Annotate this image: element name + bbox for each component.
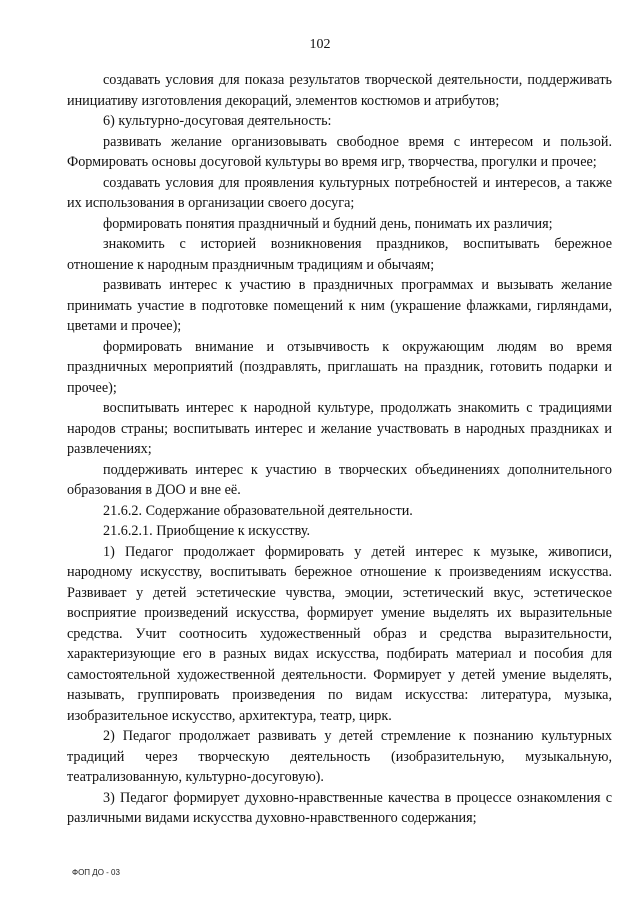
paragraph-13: 1) Педагог продолжает формировать у детей интерес к музыке, живописи, народному искусству, воспитывать бережное отношение к произведениям искусства. Развивает у детей эстетические чувства, эмоции, эстетический вкус, эстетическое восприятие произведений искусства, формирует умение выделять их выразительные средства. Учит соотносить художественный образ и средства выразительности, характеризующие его в разных видах искусства, подбирать материал и пособия для самостоятельной художественной деятельности. Формирует у детей умение выделять, называть, группировать произведения по видам искусства: литература, музыка, изобразительное искусство, архитектура, театр, цирк.	[67, 543, 612, 724]
paragraph-14: 2) Педагог продолжает развивать у детей стремление к познанию культурных традиций через творческую деятельность (изобразительную, музыкальную, театрализованную, культурно-досуговую).	[67, 728, 612, 785]
subsection-heading: 21.6.2.1. Приобщение к искусству.	[103, 523, 311, 539]
paragraph-7: развивать интерес к участию в праздничных программах и вызывать желание принимать участие в подготовке помещений к ним (украшение флажками, гирляндами, цветами и прочее);	[67, 277, 612, 334]
page-body	[67, 70, 612, 829]
section-heading: 21.6.2. Содержание образовательной деятельности.	[103, 502, 413, 519]
paragraph-1: создавать условия для показа результатов творческой деятельности, поддерживать инициативу изготовления декораций, элементов костюмов и атрибутов;	[67, 72, 612, 109]
paragraph-5: формировать понятия праздничный и будний день, понимать их различия;	[103, 215, 553, 232]
paragraph-9: воспитывать интерес к народной культуре, продолжать знакомить с традициями народов страны; воспитывать интерес и желание участвовать в народных праздниках и развлечениях;	[67, 400, 612, 457]
page-number: 102	[309, 37, 331, 52]
paragraph-10: поддерживать интерес к участию в творческих объединениях дополнительного образования в ДОО и вне её.	[67, 461, 612, 498]
paragraph-2: 6) культурно-досуговая деятельность:	[103, 113, 332, 129]
paragraph-6: знакомить с историей возникновения праздников, воспитывать бережное отношение к народным праздничным традициям и обычаям;	[67, 236, 612, 273]
paragraph-8: формировать внимание и отзывчивость к окружающим людям во время праздничных мероприятий (поздравлять, приглашать на праздник, готовить подарки и прочее);	[67, 338, 612, 396]
paragraph-4: создавать условия для проявления культурных потребностей и интересов, а также их использования в организации своего досуга;	[67, 174, 612, 211]
footer-code: ФОП ДО - 03	[72, 868, 120, 877]
paragraph-3: развивать желание организовывать свободное время с интересом и пользой. Формировать основы досуговой культуры во время игр, творчества, прогулки и прочее;	[67, 133, 612, 170]
paragraph-15: 3) Педагог формирует духовно-нравственные качества в процессе ознакомления с различными видами искусства духовно-нравственного содержания;	[67, 789, 612, 826]
